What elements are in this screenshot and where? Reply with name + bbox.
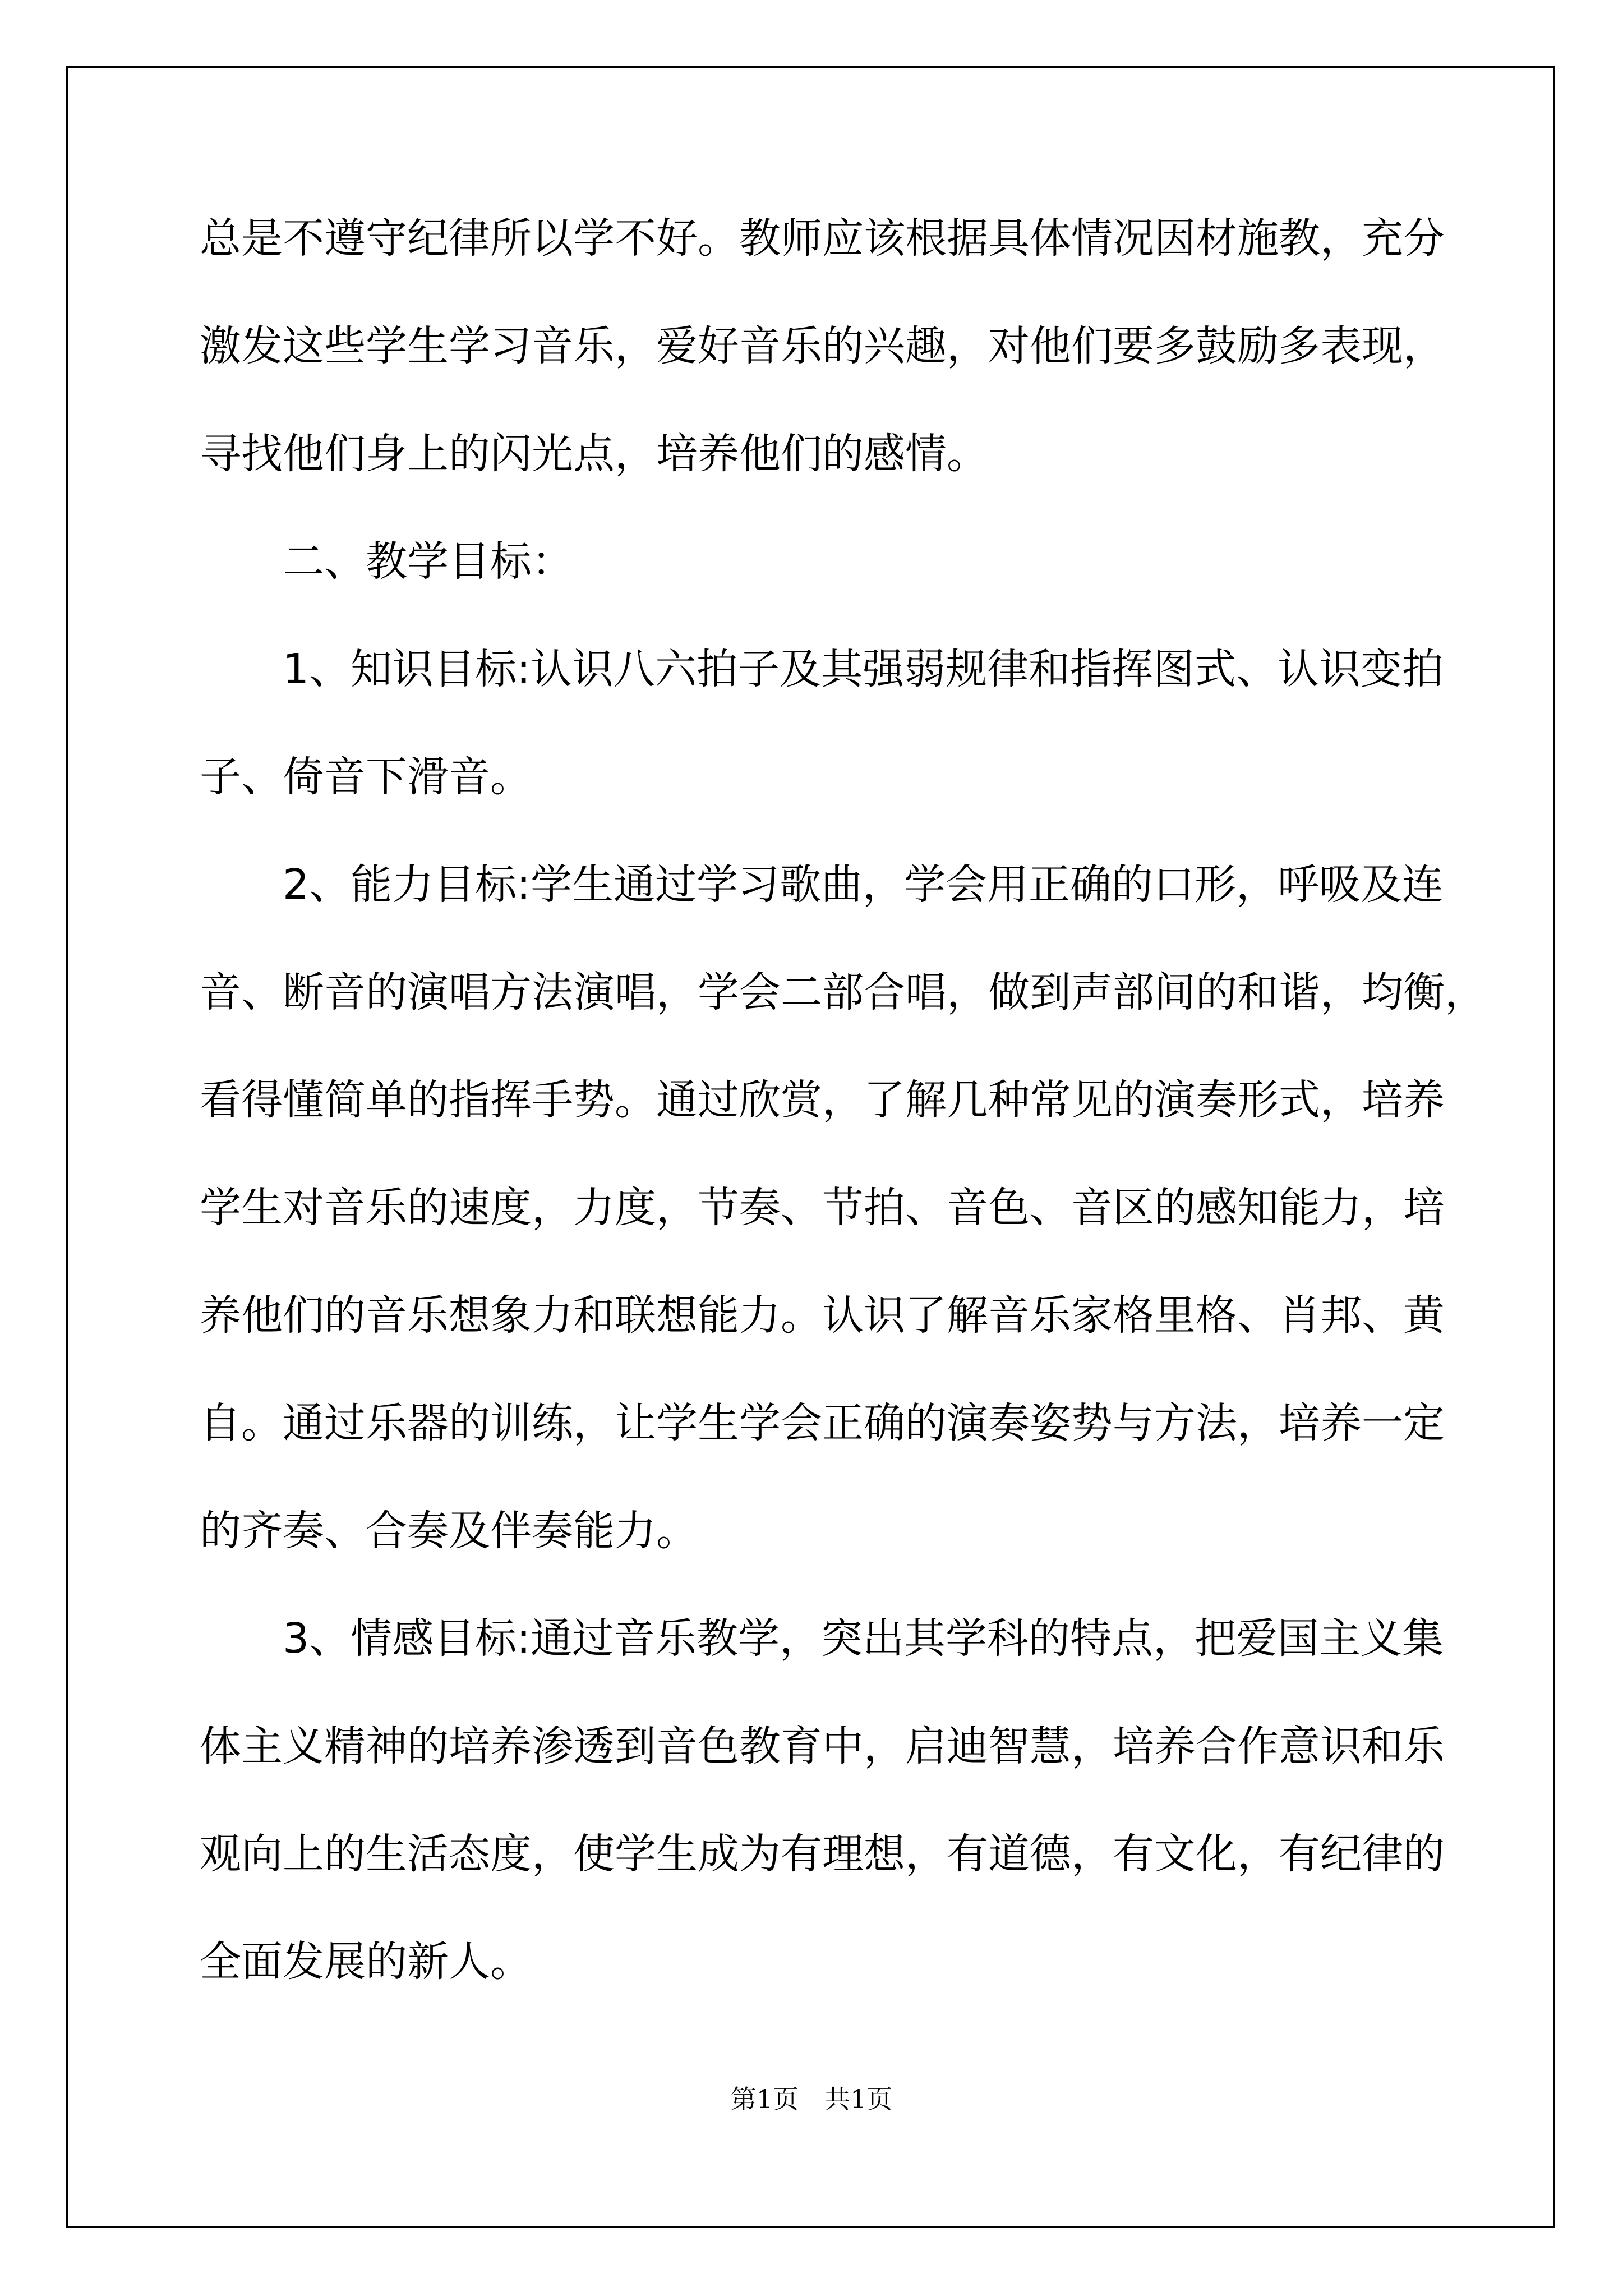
page-number-footer: 第1页 共1页 — [730, 2084, 893, 2114]
text-line: 子、倚音下滑音。 — [200, 753, 532, 801]
text-line: 寻找他们身上的闪光点，培养他们的感情。 — [200, 430, 988, 478]
text-line: 全面发展的新人。 — [200, 1938, 532, 1986]
text-line: 学生对音乐的速度，力度，节奏、节拍、音色、音区的感知能力，培 — [200, 1184, 1445, 1232]
text-line: 总是不遵守纪律所以学不好。教师应该根据具体情况因材施教，充分 — [200, 214, 1445, 263]
text-line: 看得懂简单的指挥手势。通过欣赏，了解几种常见的演奏形式，培养 — [200, 1076, 1445, 1124]
text-line: 自。通过乐器的训练，让学生学会正确的演奏姿势与方法，培养一定 — [200, 1399, 1445, 1447]
text-line: 二、教学目标： — [283, 537, 573, 586]
text-line: 2、能力目标:学生通过学习歌曲，学会用正确的口形，呼吸及连 — [283, 861, 1444, 909]
page-border — [66, 66, 1555, 2228]
text-line: 3、情感目标:通过音乐教学，突出其学科的特点，把爱国主义集 — [283, 1614, 1444, 1663]
text-line: 的齐奏、合奏及伴奏能力。 — [200, 1507, 698, 1555]
text-line: 1、知识目标:认识八六拍子及其强弱规律和指挥图式、认识变拍 — [283, 645, 1444, 693]
text-line: 体主义精神的培养渗透到音色教育中，启迪智慧，培养合作意识和乐 — [200, 1722, 1445, 1770]
text-line: 音、断音的演唱方法演唱，学会二部合唱，做到声部间的和谐，均衡， — [200, 968, 1486, 1016]
text-line: 观向上的生活态度，使学生成为有理想，有道德，有文化，有纪律的 — [200, 1830, 1445, 1878]
text-line: 激发这些学生学习音乐，爱好音乐的兴趣，对他们要多鼓励多表现， — [200, 322, 1445, 370]
text-line: 养他们的音乐想象力和联想能力。认识了解音乐家格里格、肖邦、黄 — [200, 1291, 1445, 1340]
